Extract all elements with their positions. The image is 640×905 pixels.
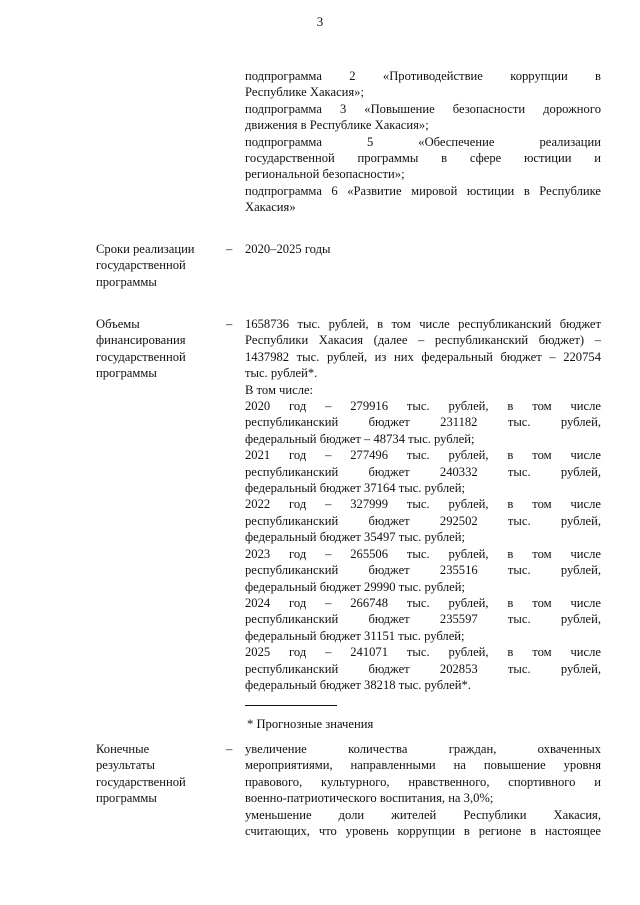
text-line: подпрограмма 2 «Противодействие коррупции в: [245, 69, 601, 83]
text-line: военно-патриотического воспитания, на 3,0%;: [245, 791, 494, 806]
text-line: увеличение количества граждан, охваченных: [245, 742, 601, 756]
results-dash: –: [226, 742, 233, 756]
label-line: государственной: [96, 258, 186, 273]
label-line: результаты: [96, 758, 155, 773]
text-line: республиканский бюджет 235516 тыс. рублей,: [245, 563, 601, 578]
funding-lines: [245, 316, 601, 693]
funding-content: [245, 316, 601, 733]
text-line: уменьшение доли жителей Республики Хакасия,: [245, 807, 601, 822]
label-line: программы: [96, 791, 157, 806]
terms-dash: –: [226, 242, 233, 256]
text-line: республиканский бюджет 235597 тыс. рублей,: [245, 612, 601, 627]
text-line: федеральный бюджет 37164 тыс. рублей;: [245, 481, 466, 496]
text-line: 2020 год – 279916 тыс. рублей, в том числе: [245, 399, 601, 414]
text-line: Хакасия»: [245, 200, 296, 215]
text-line: 1437982 тыс. рублей, из них федеральный бюджет – 220754: [245, 349, 601, 364]
text-line: движения в Республике Хакасия»;: [245, 118, 429, 133]
label-line: государственной: [96, 774, 186, 789]
text-line: считающих, что уровень коррупции в регионе в настоящее: [245, 824, 601, 839]
text-line: республиканский бюджет 231182 тыс. рублей,: [245, 415, 601, 430]
text-line: федеральный бюджет 29990 тыс. рублей;: [245, 579, 466, 594]
label-line: финансирования: [96, 333, 186, 348]
results-label: [96, 741, 221, 807]
subprograms-list: [245, 68, 601, 216]
text-line: федеральный бюджет 38218 тыс. рублей*.: [245, 677, 471, 692]
results-content: [245, 741, 601, 839]
text-line: подпрограмма 6 «Развитие мировой юстиции в Республике: [245, 183, 601, 198]
text-line: федеральный бюджет 35497 тыс. рублей;: [245, 530, 466, 545]
label-line: Сроки реализации: [96, 242, 195, 256]
footnote: * Прогнозные значения: [247, 717, 374, 732]
terms-label: [96, 241, 221, 290]
label-line: Конечные: [96, 742, 150, 756]
footnote-divider: [245, 705, 337, 706]
text-line: государственной программы в сфере юстиции и: [245, 151, 601, 166]
label-line: государственной: [96, 349, 186, 364]
funding-label: [96, 316, 221, 382]
text-line: 2024 год – 266748 тыс. рублей, в том числе: [245, 595, 601, 610]
text-line: тыс. рублей*.: [245, 366, 318, 381]
text-line: 1658736 тыс. рублей, в том числе республиканский бюджет: [245, 317, 601, 331]
text-line: федеральный бюджет 31151 тыс. рублей;: [245, 628, 465, 643]
text-line: 2020–2025 годы: [245, 242, 331, 256]
funding-dash: –: [226, 317, 233, 331]
text-line: В том числе:: [245, 382, 314, 397]
label-line: Объемы: [96, 317, 140, 331]
label-line: программы: [96, 366, 157, 381]
text-line: правового, культурного, нравственного, спортивного и: [245, 774, 601, 789]
text-line: 2022 год – 327999 тыс. рублей, в том числе: [245, 497, 601, 512]
text-line: 2025 год – 241071 тыс. рублей, в том числе: [245, 645, 601, 660]
text-line: федеральный бюджет – 48734 тыс. рублей;: [245, 431, 475, 446]
text-line: республиканский бюджет 240332 тыс. рублей,: [245, 464, 601, 479]
label-line: программы: [96, 274, 157, 289]
terms-value: [245, 241, 601, 257]
text-line: подпрограмма 5 «Обеспечение реализации: [245, 134, 601, 149]
text-line: Республики Хакасия (далее – республиканский бюджет) –: [245, 333, 601, 348]
text-line: мероприятиями, направленными на повышение уровня: [245, 758, 601, 773]
page-number: 3: [316, 14, 324, 29]
text-line: подпрограмма 3 «Повышение безопасности дорожного: [245, 101, 601, 116]
text-line: 2023 год – 265506 тыс. рублей, в том числе: [245, 546, 601, 561]
text-line: 2021 год – 277496 тыс. рублей, в том числе: [245, 448, 601, 463]
text-line: республиканский бюджет 292502 тыс. рублей,: [245, 513, 601, 528]
text-line: региональной безопасности»;: [245, 167, 405, 182]
text-line: Республике Хакасия»;: [245, 85, 364, 100]
text-line: республиканский бюджет 202853 тыс. рублей,: [245, 661, 601, 676]
